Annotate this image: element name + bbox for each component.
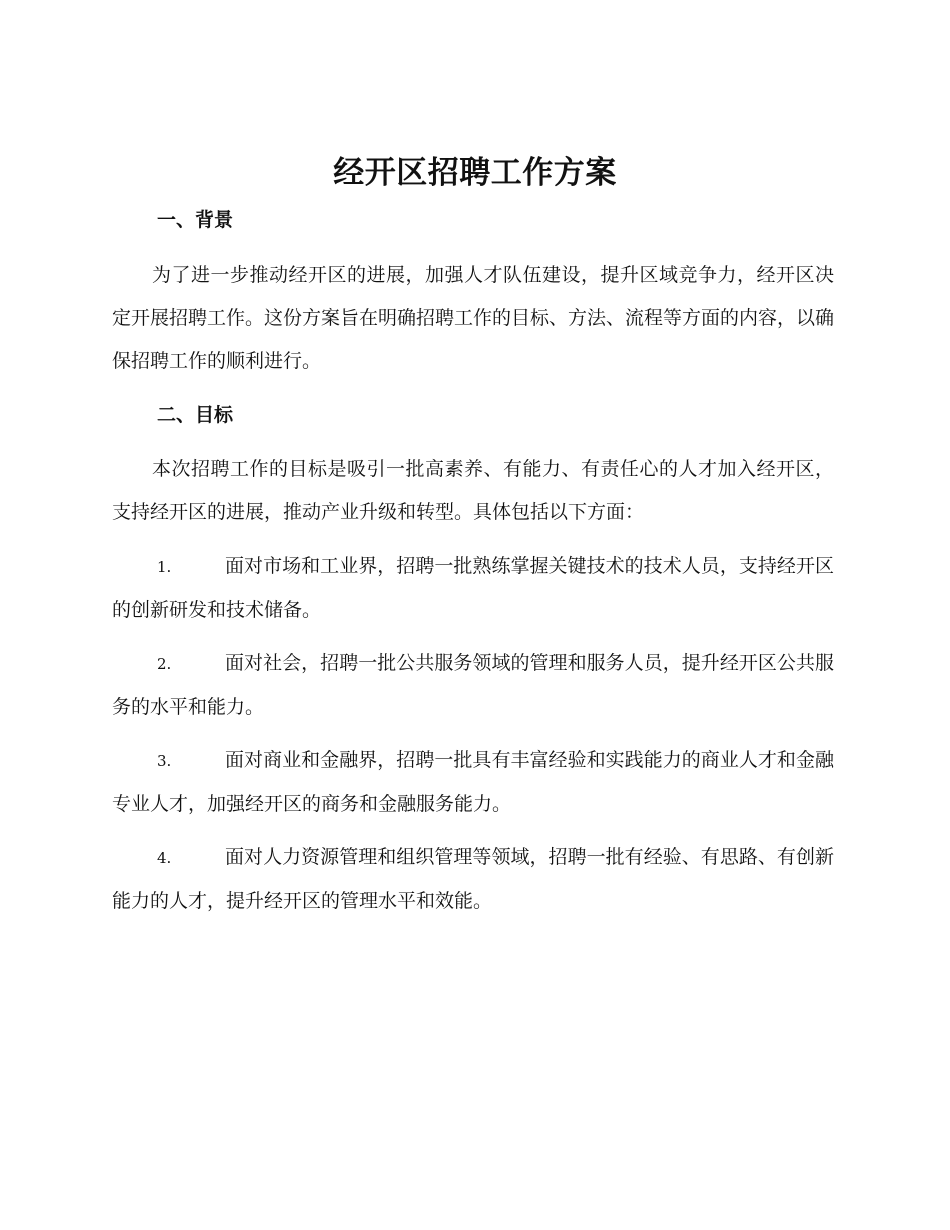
goal-item-text: 面对商业和金融界，招聘一批具有丰富经验和实践能力的商业人才和金融专业人才，加强经开区的商务和金融服务能力。 [112,749,834,815]
goal-item [112,642,834,729]
goal-item [112,739,834,826]
background-paragraph: 为了进一步推动经开区的进展，加强人才队伍建设，提升区域竞争力，经开区决定开展招聘工作。这份方案旨在明确招聘工作的目标、方法、流程等方面的内容，以确保招聘工作的顺利进行。 [112,264,835,372]
goals-paragraph: 本次招聘工作的目标是吸引一批高素养、有能力、有责任心的人才加入经开区，支持经开区的进展，推动产业升级和转型。具体包括以下方面： [112,458,834,523]
section-heading-goals: 二、目标 [157,404,234,426]
goal-item-number: 4. [157,849,172,867]
section-heading-background: 一、背景 [157,209,234,231]
goal-item-number: 2. [157,655,172,673]
goal-item-text: 面对市场和工业界，招聘一批熟练掌握关键技术的技术人员，支持经开区的创新研发和技术储备。 [112,555,834,621]
goal-item [112,545,834,632]
goal-item-number: 3. [157,752,172,770]
goal-item-number: 1. [157,558,172,576]
goal-item-text: 面对社会，招聘一批公共服务领域的管理和服务人员，提升经开区公共服务的水平和能力。 [112,652,834,718]
goal-item-text: 面对人力资源管理和组织管理等领域，招聘一批有经验、有思路、有创新能力的人才，提升经开区的管理水平和效能。 [112,846,834,912]
goal-item [112,836,834,923]
document-title: 经开区招聘工作方案 [333,155,617,191]
